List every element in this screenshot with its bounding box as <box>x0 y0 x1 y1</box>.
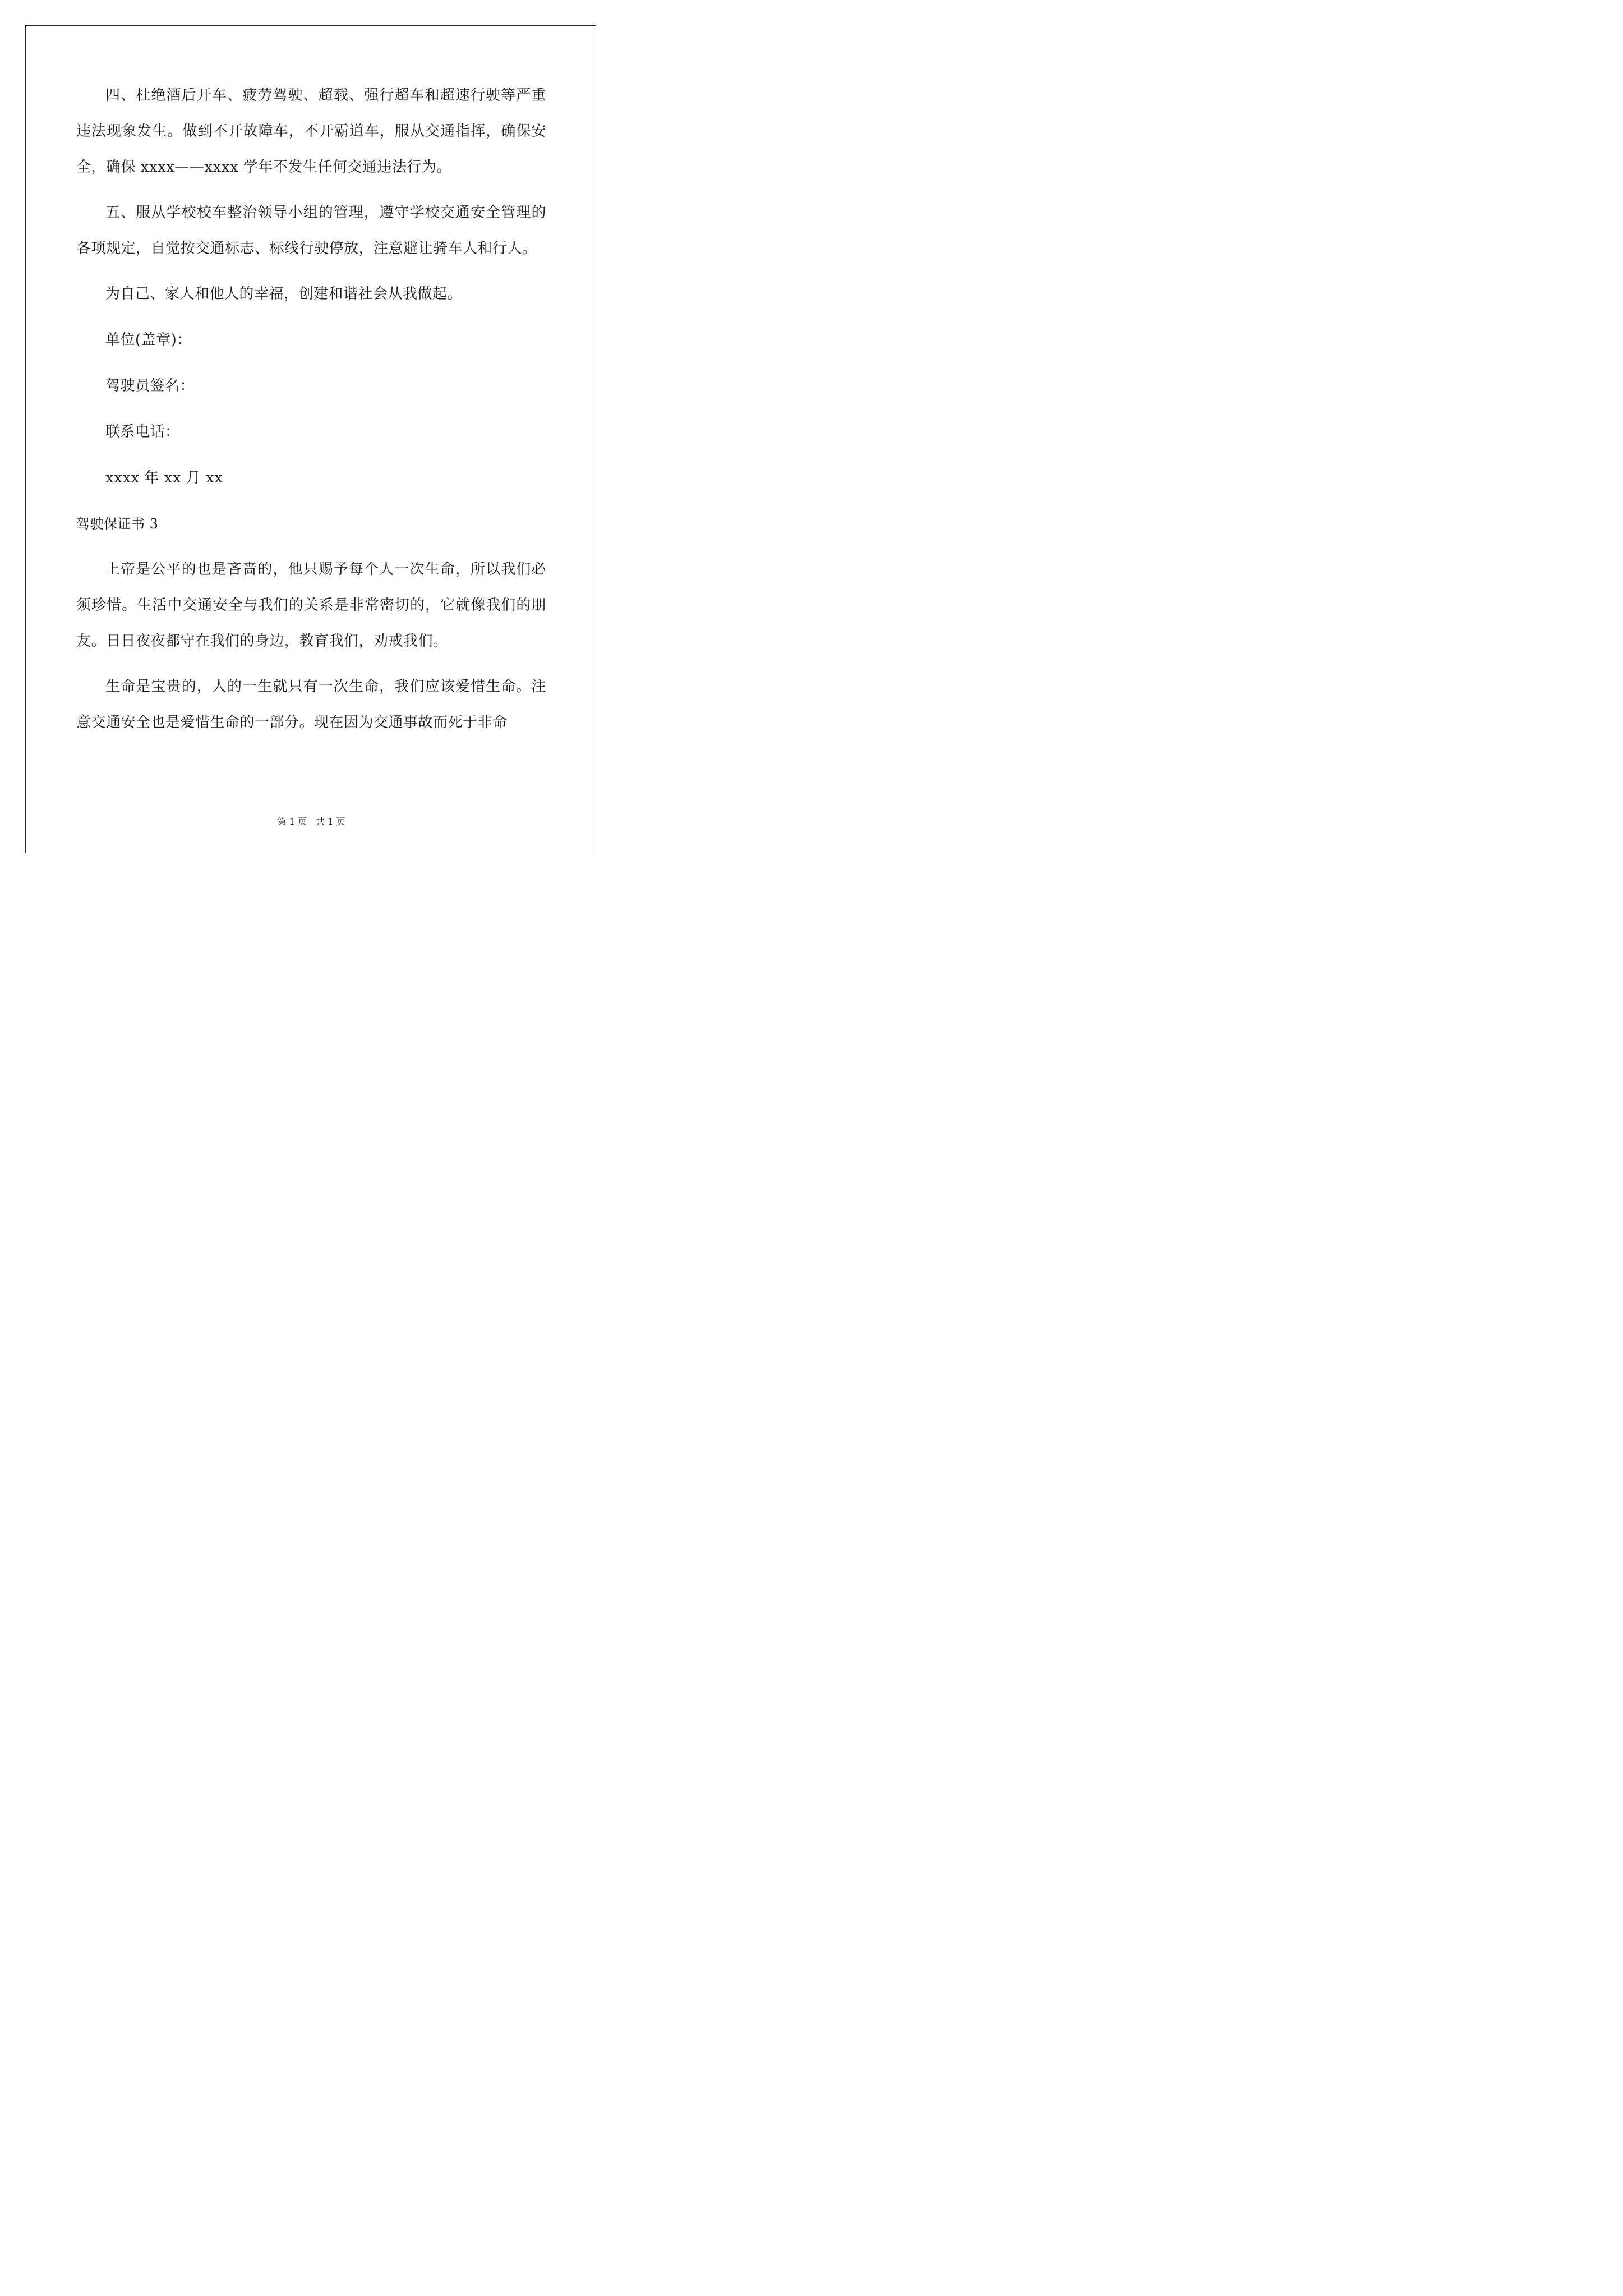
field-driver-signature: 驾驶员签名： <box>105 378 195 394</box>
field-contact-phone: 联系电话： <box>105 424 180 440</box>
paragraph-pledge: 为自己、家人和他人的幸福，创建和谐社会从我做起。 <box>105 286 463 302</box>
document-body <box>76 77 546 750</box>
field-unit-seal: 单位(盖章)： <box>105 332 192 348</box>
paragraph-intro: 上帝是公平的也是吝啬的，他只赐予每个人一次生命，所以我们必须珍惜。生活中交通安全与我们的关系是非常密切的，它就像我们的朋友。日日夜夜都守在我们的身边，教育我们，劝戒我们。 <box>76 561 546 650</box>
paragraph-clause-4: 四、杜绝酒后开车、疲劳驾驶、超载、强行超车和超速行驶等严重违法现象发生。做到不开故障车，不开霸道车，服从交通指挥，确保安全，确保 xxxx——xxxx 学年不发生任何交通违法行为。 <box>76 87 546 176</box>
field-date: xxxx 年 xx 月 xx <box>105 470 223 486</box>
paragraph-life: 生命是宝贵的，人的一生就只有一次生命，我们应该爱惜生命。注意交通安全也是爱惜生命的一部分。现在因为交通事故而死于非命 <box>76 678 546 731</box>
paragraph-clause-5: 五、服从学校校车整治领导小组的管理，遵守学校交通安全管理的各项规定，自觉按交通标志、标线行驶停放，注意避让骑车人和行人。 <box>76 204 546 257</box>
page-footer: 第 1 页 共 1 页 <box>277 816 345 827</box>
section-heading: 驾驶保证书 3 <box>76 516 159 532</box>
